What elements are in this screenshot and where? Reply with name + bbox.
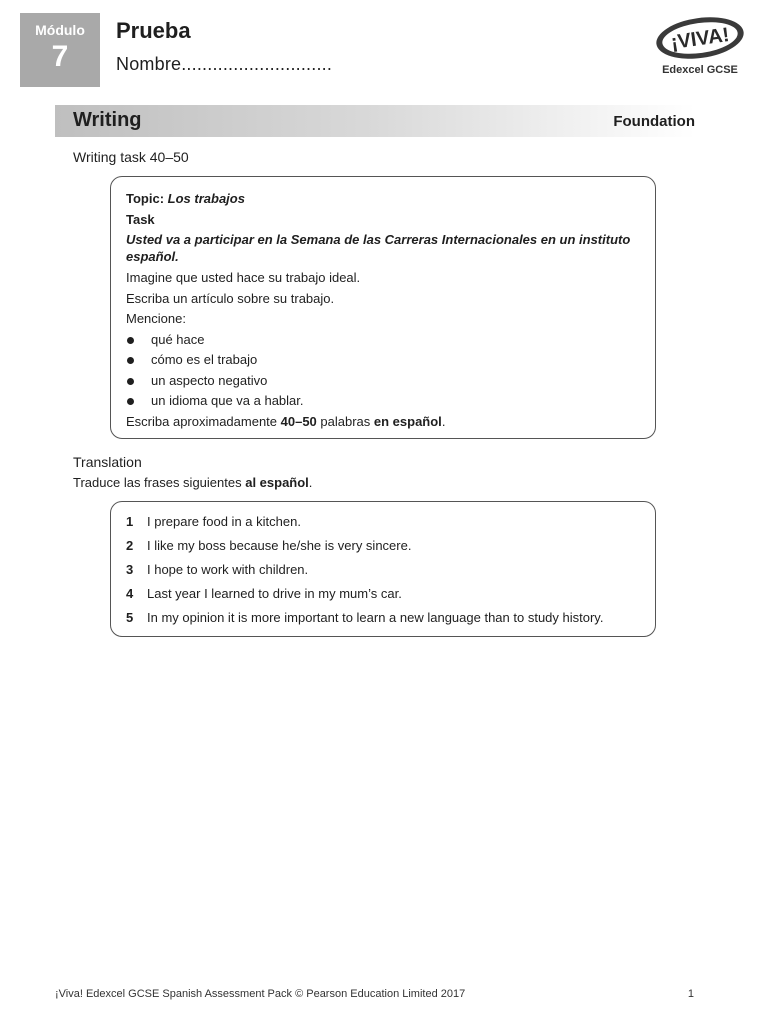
- mention-label: Mencione:: [126, 311, 186, 326]
- name-field: [116, 54, 332, 75]
- footer-copyright: ¡Viva! Edexcel GCSE Spanish Assessment Pack © Pearson Education Limited 2017: [55, 988, 466, 1000]
- module-label: Módulo: [35, 22, 85, 38]
- bullet-item: un idioma que va a hablar.: [126, 391, 641, 412]
- translation-box: [110, 501, 656, 637]
- logo-text: ¡VIVA!: [669, 24, 731, 54]
- bullet-item: qué hace: [126, 330, 641, 351]
- bullet-item: cómo es el trabajo: [126, 350, 641, 371]
- translation-item: 5 In my opinion it is more important to learn a new language than to study history.: [126, 610, 604, 625]
- word-count-instruction: Escriba aproximadamente 40–50 palabras en español.: [126, 413, 446, 429]
- writing-task-label: Writing task 40–50: [73, 149, 189, 165]
- bullet-icon: [127, 378, 134, 385]
- translation-item: 4 Last year I learned to drive in my mum’s car.: [126, 586, 402, 601]
- task-intro: Usted va a participar en la Semana de las Carreras Internacionales en un instituto español.: [126, 232, 631, 264]
- module-badge: [20, 13, 100, 87]
- bullet-icon: [127, 337, 134, 344]
- translation-item: 1 I prepare food in a kitchen.: [126, 514, 301, 529]
- viva-logo: [652, 14, 748, 86]
- bullet-item: un aspecto negativo: [126, 371, 641, 392]
- name-dots: .............................: [181, 54, 333, 74]
- translation-label: Translation: [73, 454, 142, 470]
- bullet-icon: [127, 398, 134, 405]
- translation-item: 2 I like my boss because he/she is very sincere.: [126, 538, 412, 553]
- task-label: Task: [126, 211, 155, 227]
- name-label: Nombre: [116, 54, 182, 74]
- module-number: 7: [51, 40, 69, 73]
- section-header: [55, 105, 695, 137]
- translation-item: 3 I hope to work with children.: [126, 562, 309, 577]
- topic-label: Topic:: [126, 191, 165, 206]
- page-title: Prueba: [116, 18, 191, 43]
- translation-instruction: Traduce las frases siguientes al español.: [73, 475, 313, 490]
- bullet-icon: [127, 357, 134, 364]
- logo-subtitle: Edexcel GCSE: [662, 64, 738, 76]
- topic-value: Los trabajos: [167, 191, 245, 206]
- writing-task-box: [110, 176, 656, 439]
- task-line-2: Escriba un artículo sobre su trabajo.: [126, 290, 335, 306]
- section-title: Writing: [73, 109, 142, 131]
- topic-line: [126, 189, 641, 210]
- task-line-1: Imagine que usted hace su trabajo ideal.: [126, 270, 361, 285]
- section-level: Foundation: [613, 113, 695, 130]
- page-number: 1: [687, 988, 694, 1000]
